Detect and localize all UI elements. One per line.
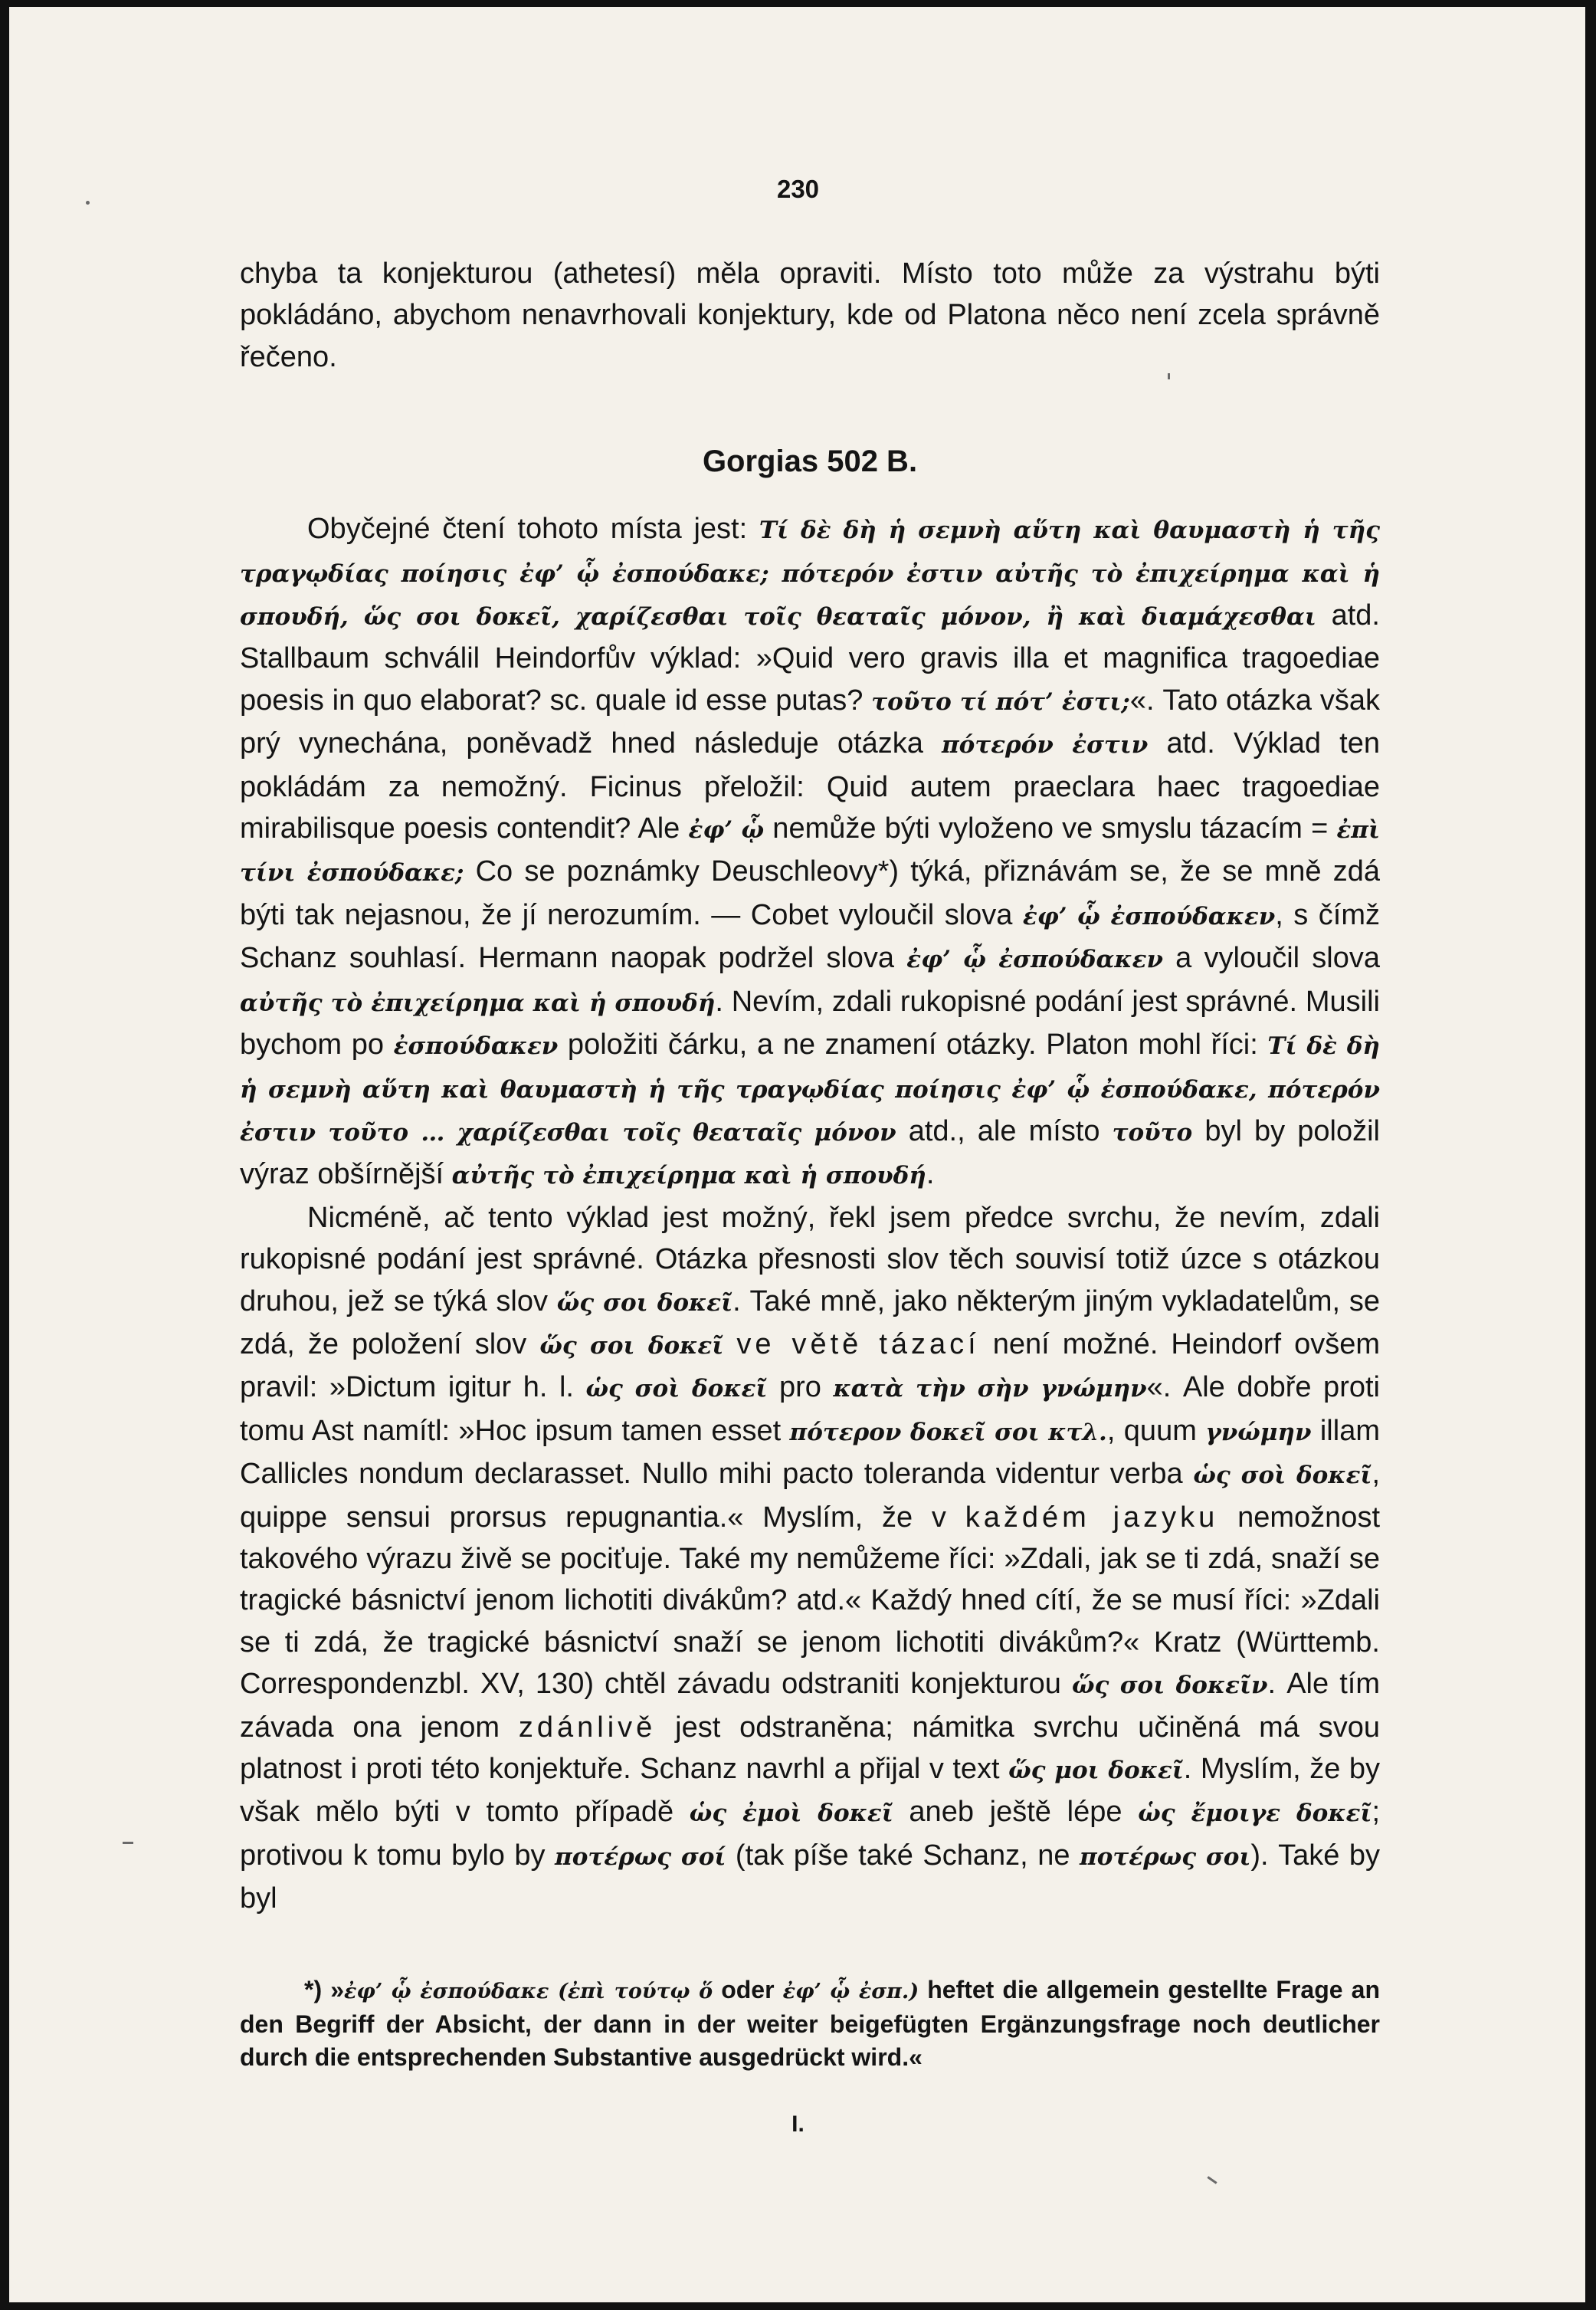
- text-run: není možné. Heindorf ovšem pravil: »Dictum igitur h. l.: [240, 1327, 1381, 1404]
- text-run: . Ale tím závada ona jenom: [240, 1668, 1380, 1744]
- greek-quote: αὐτῆς τὸ ἐπιχείρημα καὶ ἡ σπουδή: [240, 989, 716, 1017]
- text-run: atd. Stallbaum schválil Heindorfův výklad: »Quid vero gravis illa et magnifica tragoediae poesis in quo elaborat? sc. quale id esse putas?: [240, 599, 1380, 717]
- text-run: pro: [767, 1371, 834, 1404]
- paragraph-2: [240, 1197, 1380, 1920]
- text-run: [723, 1328, 736, 1360]
- text-run: . Nevím, zdali rukopisné podání jest správné. Musili bychom po: [240, 985, 1380, 1061]
- greek-quote: ἐφ’ ᾧ ἐσπούδακεν: [1022, 902, 1276, 930]
- greek-quote: ἐφ’ ᾧ: [688, 816, 765, 845]
- signature-mark: I.: [791, 2111, 805, 2137]
- emphasis-spaced: každém jazyku: [965, 1501, 1219, 1534]
- greek-quote: τοῦτο: [1112, 1118, 1193, 1147]
- greek-quote: κατὰ τὴν σὴν γνώμην: [833, 1375, 1147, 1403]
- scan-speck: [1207, 2176, 1217, 2184]
- greek-quote: ὡς ἔμοιγε δοκεῖ: [1138, 1800, 1372, 1828]
- greek-quote: ὥς σοι δοκεῖ: [539, 1331, 724, 1360]
- text-run: Co se poznámky Deuschleovy*) týká, přiznávám se, že se mně zdá býti tak nejasnou, že jí nerozumím. — Cobet vyloučil slova: [240, 855, 1380, 931]
- text-run: Obyčejné čtení tohoto místa jest:: [307, 513, 759, 546]
- text-run: .: [926, 1158, 935, 1191]
- greek-quote: ἐφ’ ᾧ ἐσπούδακεν: [906, 946, 1163, 974]
- greek-quote: ὥς σοι δοκεῖ: [556, 1288, 733, 1317]
- text-run: , quippe sensui prorsus repugnantia.« Myslím, že v: [240, 1458, 1380, 1534]
- emphasis-spaced: zdánlivě: [518, 1711, 657, 1744]
- text-run: jest odstraněna; námitka svrchu učiněná má svou platnost i proti této konjektuře. Schanz navrhl a přijal v text: [240, 1711, 1381, 1785]
- greek-quote: Τί δὲ δὴ ἡ σεμνὴ αὕτη καὶ θαυμαστὴ ἡ τῆς τραγῳδίας ποίησις ἐφ’ ᾧ ἐσπούδακε, πότερόν ἐστιν τοῦτο … χαρίζεσθαι τοῖς θεαταῖς μόνον: [240, 1032, 1380, 1147]
- text-run: . Myslím, že by však mělo býti v tomto případě: [240, 1753, 1380, 1829]
- greek-quote: ὡς σοὶ δοκεῖ: [585, 1375, 768, 1403]
- text-run: byl by položil výraz obšírnější: [240, 1114, 1380, 1191]
- greek-quote: ἐπὶ τίνι ἐσπούδακε;: [240, 816, 1380, 888]
- greek-quote: ποτέρως σοί: [555, 1842, 726, 1871]
- text-run: a vyloučil slova: [1163, 942, 1380, 975]
- scan-border-left: [0, 0, 9, 2310]
- greek-quote: πότερον δοκεῖ σοι κτλ.: [789, 1418, 1107, 1446]
- scan-speck: [123, 1842, 133, 1844]
- text-run: oder: [713, 1976, 783, 2003]
- text-run: , s čímž Schanz souhlasí. Hermann naopak podržel slova: [240, 898, 1380, 975]
- text-run: atd., ale místo: [896, 1114, 1113, 1147]
- text-run: položiti čárku, a ne znamení otázky. Platon mohl říci:: [558, 1029, 1268, 1061]
- greek-quote: ὥς σοι δοκεῖν: [1071, 1672, 1268, 1700]
- text-run: ; protivou k tomu bylo by: [240, 1796, 1380, 1872]
- text-run: aneb ještě lépe: [893, 1796, 1139, 1829]
- paragraph-1: [240, 508, 1380, 1197]
- text-run: atd. Výklad ten pokládám za nemožný. Ficinus přeložil: Quid autem praeclara haec tragoediae mirabilisque poesis contendit? Ale: [240, 727, 1380, 845]
- emphasis-spaced: ve větě tázací: [736, 1327, 980, 1360]
- text-run: «. Ale dobře proti tomu Ast namítl: »Hoc ipsum tamen esset: [240, 1371, 1380, 1447]
- greek-quote: ὡς σοὶ δοκεῖ: [1193, 1462, 1372, 1490]
- greek-quote: γνώμην: [1205, 1418, 1312, 1446]
- greek-quote: τοῦτο τί πότ’ ἐστι;: [871, 687, 1130, 716]
- text-run: . Také mně, jako některým jiným vykladatelům, se zdá, že položení slov: [240, 1285, 1380, 1360]
- greek-quote: ἐσπούδακεν: [393, 1032, 559, 1061]
- text-run: heftet die allgemein gestellte Frage an den Begriff der Absicht, der dann in der weiter beigefügten Ergänzungsfrage noch deutlicher durch die entsprechenden Substantive ausgedrückt wird.«: [240, 1976, 1381, 2071]
- intro-paragraph: chyba ta konjekturou (athetesí) měla opraviti. Místo toto může za výstrahu býti pokládáno, abychom nenavrhovali konjektury, kde od Platona něco není zcela správně řečeno.: [240, 258, 1380, 373]
- scan-border-bottom: [0, 2302, 1596, 2310]
- page-number: 230: [776, 175, 820, 203]
- text-run: nemožnost takového výrazu živě se pociťuje. Také my nemůžeme říci: »Zdali, jak se ti zdá, snaží se tragické básnictví jenom lichotiti divákům? atd.« Každý hned cítí, že se musí říci: »Zdali se ti zdá, že tragické básnictví snaží se jenom lichotiti divákům?« Kratz (Württemb. Correspondenzbl. XV, 130) chtěl závadu odstraniti konjekturou: [240, 1501, 1380, 1701]
- text-run: (tak píše také Schanz, ne: [726, 1839, 1080, 1872]
- text-run: , quum: [1106, 1414, 1206, 1447]
- greek-quote: ἐφ’ ᾧ ἐσπούδακε (ἐπὶ τούτῳ ὅ: [344, 1980, 713, 2003]
- text-run: Nicméně, ač tento výklad jest možný, řekl jsem předce svrchu, že nevím, zdali rukopisné podání jest správné. Otázka přesnosti slov těch souvisí totiž úzce s otázkou druhou, jež se týká slov: [240, 1201, 1380, 1317]
- footnote: [240, 1974, 1380, 2074]
- greek-quote: ὥς μοι δοκεῖ: [1008, 1757, 1184, 1784]
- greek-quote: ἐφ’ ᾧ ἐσπ.): [782, 1980, 919, 2003]
- greek-quote: Τί δὲ δὴ ἡ σεμνὴ αὕτη καὶ θαυμαστὴ ἡ τῆς τραγῳδίας ποίησις ἐφ’ ᾧ ἐσπούδακε; πότερόν ἐστιν αὐτῆς τὸ ἐπιχείρημα καὶ ἡ σπουδή, ὥς σοι δοκεῖ, χαρίζεσθαι τοῖς θεαταῖς μόνον, ἢ καὶ διαμάχεσθαι: [240, 517, 1380, 632]
- text-run: «. Tato otázka však prý vynechána, poněvadž hned následuje otázka: [240, 684, 1380, 760]
- text-run: illam Callicles nondum declarasset. Nullo mihi pacto toleranda videntur verba: [240, 1414, 1380, 1491]
- greek-quote: ποτέρως σοι: [1080, 1842, 1251, 1871]
- greek-quote: πότερόν ἐστιν: [941, 731, 1149, 760]
- text-run: *) »: [304, 1976, 345, 2003]
- greek-quote: αὐτῆς τὸ ἐπιχείρημα καὶ ἡ σπουδή: [451, 1162, 926, 1190]
- text-run: nemůže býti vyloženo ve smyslu tázacím =: [764, 812, 1337, 845]
- greek-quote: ὡς ἐμοὶ δοκεῖ: [689, 1800, 893, 1828]
- main-text: [240, 253, 1380, 1920]
- scan-border-right: [1585, 0, 1596, 2310]
- text-run: ). Také by byl: [240, 1839, 1380, 1915]
- scan-border-top: [0, 0, 1596, 7]
- section-heading: Gorgias 502 B.: [702, 445, 918, 479]
